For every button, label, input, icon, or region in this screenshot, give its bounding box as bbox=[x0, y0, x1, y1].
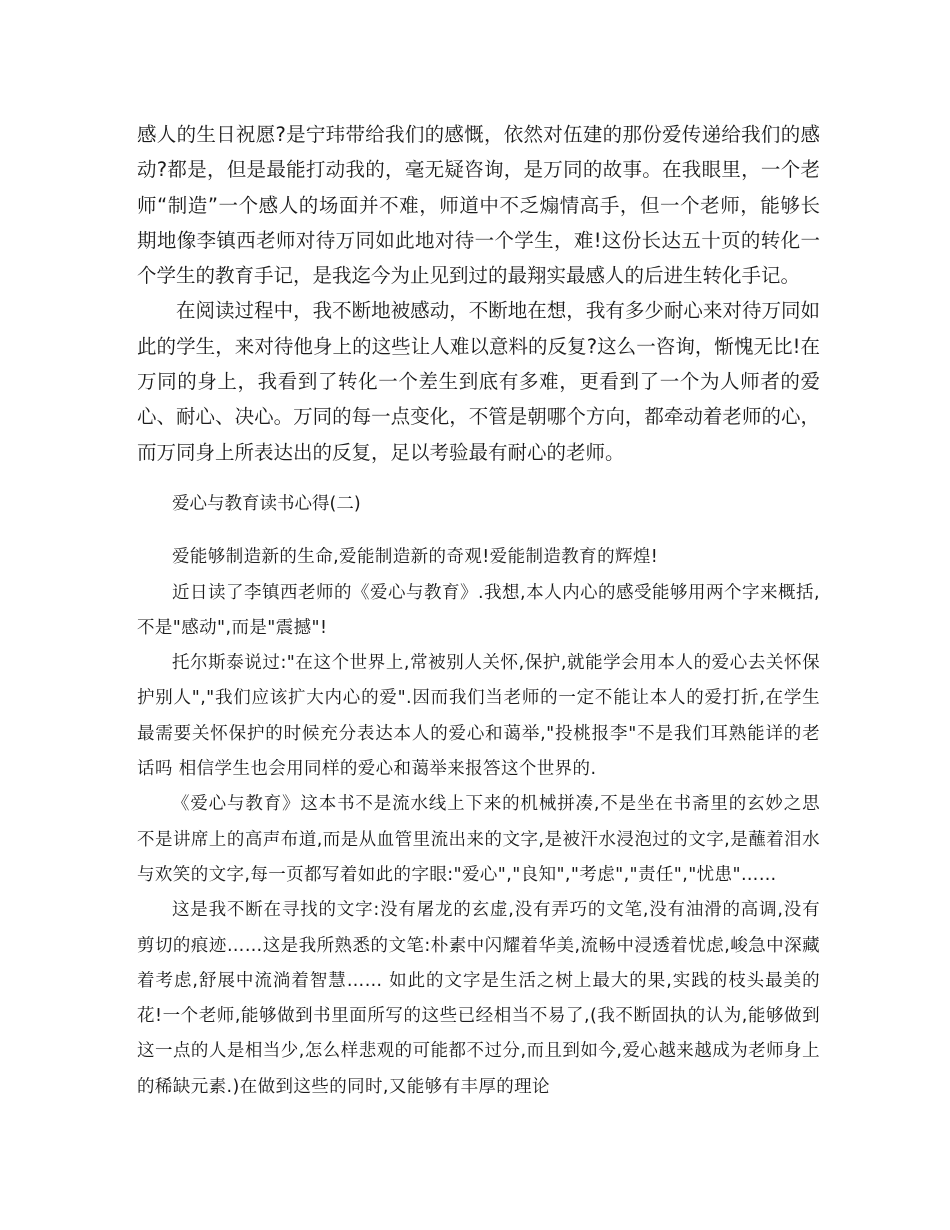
paragraph-3: 爱能够制造新的生命,爱能制造新的奇观!爱能制造教育的辉煌! bbox=[172, 547, 659, 568]
section-heading: 爱心与教育读书心得(二) bbox=[172, 494, 361, 515]
paragraph-4: 近日读了李镇西老师的《爱心与教育》.我想,本人内心的感受能够用两个字来概括,不是"感动",而是"震撼"! bbox=[137, 582, 820, 638]
paragraph-1: 感人的生日祝愿?是宁玮带给我们的感慨，依然对伍建的那份爱传递给我们的感动?都是，但是最能打动我的，毫无疑咨询，是万同的故事。在我眼里，一个老师“制造”一个感人的场面并不难，师道中不乏煽情高手，但一个老师，能够长期地像李镇西老师对待万同如此地对待一个学生，难!这份长达五十页的转化一个学生的教育手记，是我迄今为止见到过的最翔实最感人的后进生转化手记。 bbox=[137, 123, 820, 288]
paragraph-5: 托尔斯泰说过:"在这个世界上,常被别人关怀,保护,就能学会用本人的爱心去关怀保护别人","我们应该扩大内心的爱".因而我们当老师的一定不能让本人的爱打折,在学生最需要关怀保护的时候充分表达本人的爱心和蔼举,"投桃报李"不是我们耳熟能详的老话吗 相信学生也会用同样的爱心和蔼举来报答这个世界的. bbox=[137, 653, 820, 780]
paragraph-7: 这是我不断在寻找的文字:没有屠龙的玄虚,没有弄巧的文笔,没有油滑的高调,没有剪切的痕迹……这是我所熟悉的文笔:朴素中闪耀着华美,流畅中浸透着忧虑,峻急中深藏着考虑,舒展中流淌着智慧…… 如此的文字是生活之树上最大的果,实践的枝头最美的花!一个老师,能够做到书里面所写的这些已经相当不易了,(我不断固执的认为,能够做到这一点的人是相当少,怎么样悲观的可能都不过分,而且到如今,爱心越来越成为老师身上的稀缺元素.)在做到这些的同时,又能够有丰厚的理论 bbox=[137, 900, 820, 1097]
paragraph-2: 在阅读过程中，我不断地被感动，不断地在想，我有多少耐心来对待万同如此的学生，来对待他身上的这些让人难以意料的反复?这么一咨询，惭愧无比!在万同的身上，我看到了转化一个差生到底有多难，更看到了一个为人师者的爱心、耐心、决心。万同的每一点变化，不管是朝哪个方向，都牵动着老师的心，而万同身上所表达出的反复，足以考验最有耐心的老师。 bbox=[137, 299, 820, 464]
paragraph-6: 《爱心与教育》这本书不是流水线上下来的机械拼凑,不是坐在书斋里的玄妙之思不是讲席上的高声布道,而是从血管里流出来的文字,是被汗水浸泡过的文字,是蘸着泪水与欢笑的文字,每一页都写着如此的字眼:"爱心","良知","考虑","责任","忧患"…… bbox=[137, 794, 820, 885]
